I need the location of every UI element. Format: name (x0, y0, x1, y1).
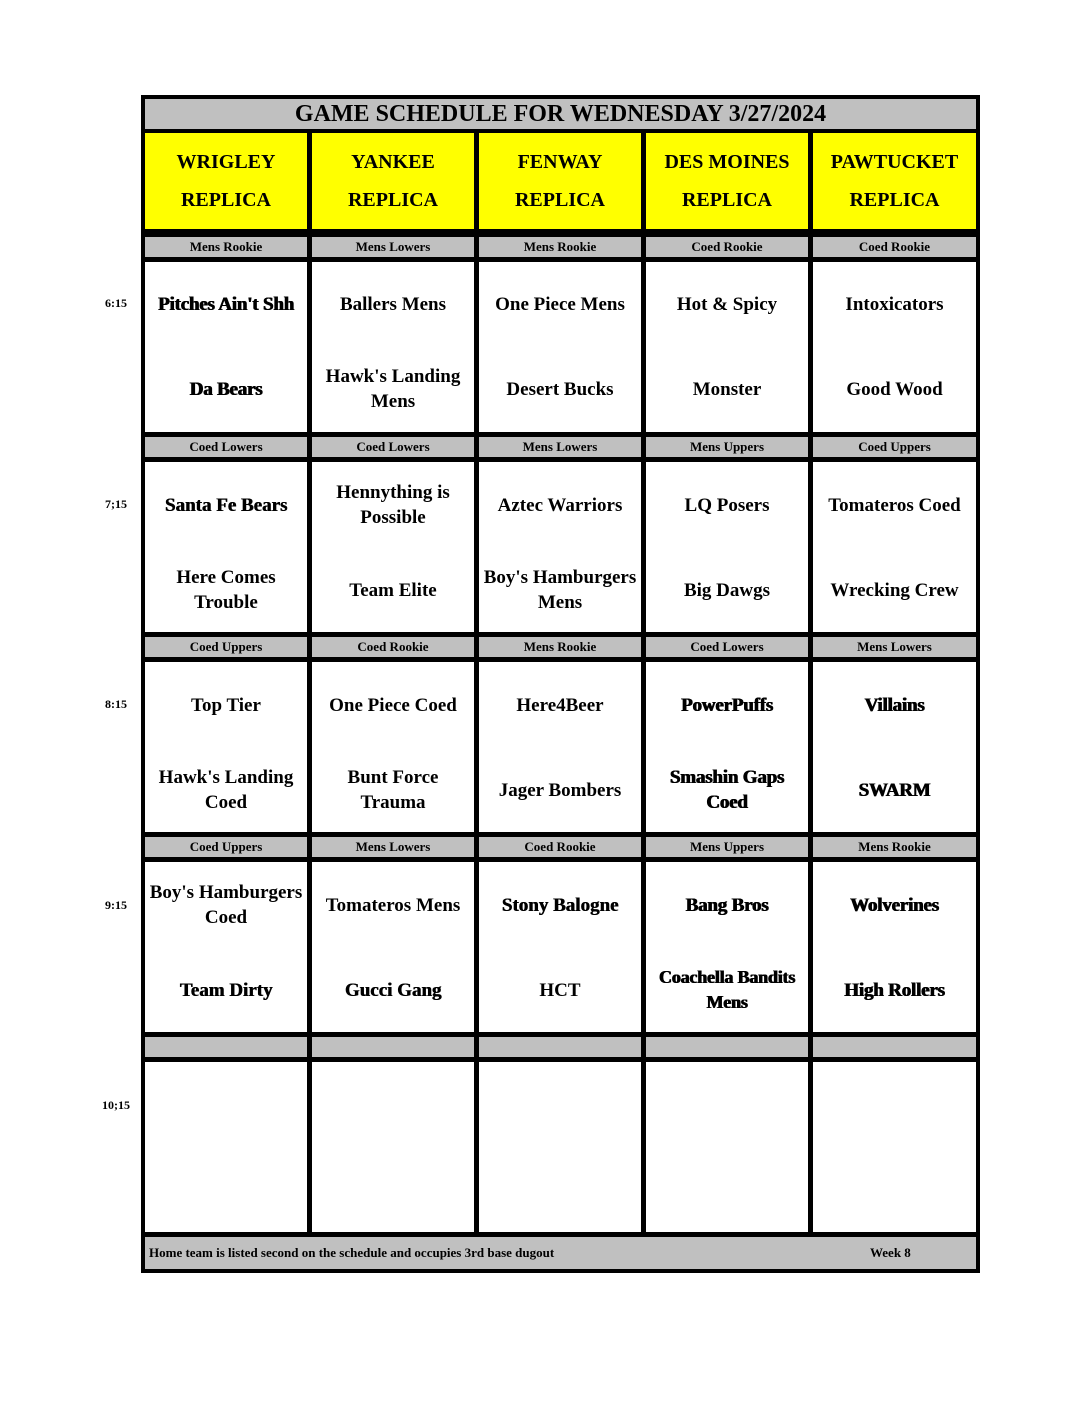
footer-note: Home team is listed second on the schedule and occupies 3rd base dugout (149, 1245, 555, 1261)
matchup-cell (312, 862, 474, 1032)
home-team: Da Bears (189, 378, 263, 400)
division-label: Coed Lowers (312, 437, 474, 457)
division-label: Coed Rookie (813, 237, 976, 257)
away-team: Tomateros Mens (325, 894, 461, 916)
home-team: Hawk's Landing Coed (158, 767, 294, 813)
footer-bar (145, 1237, 976, 1269)
away-team: LQ Posers (684, 494, 770, 516)
division-label: Mens Lowers (312, 837, 474, 857)
division-label (646, 1037, 808, 1057)
matchup-cell (312, 462, 474, 632)
venue-name: WRIGLEY (176, 151, 276, 173)
home-team: SWARM (858, 779, 931, 801)
away-team: One Piece Mens (495, 293, 625, 315)
venue-header-4 (646, 133, 808, 229)
matchup-cell (813, 1062, 976, 1232)
away-team: Aztec Warriors (497, 494, 623, 516)
matchup-cell (145, 1062, 307, 1232)
venue-name: YANKEE (351, 151, 435, 173)
away-team: Boy's Hamburgers Coed (149, 882, 303, 928)
division-label (479, 1037, 641, 1057)
away-team: Ballers Mens (339, 293, 447, 315)
home-team: Here Comes Trouble (176, 567, 276, 613)
venue-name: FENWAY (517, 151, 603, 173)
division-label: Coed Lowers (646, 637, 808, 657)
division-label: Mens Lowers (813, 637, 976, 657)
venue-type: REPLICA (681, 189, 772, 211)
matchup-cell (312, 1062, 474, 1232)
away-team: PowerPuffs (681, 694, 773, 716)
matchup-cell (813, 262, 976, 432)
time-label-1: 6:15 (105, 296, 127, 310)
matchup-cell (479, 662, 641, 832)
division-label: Mens Uppers (646, 437, 808, 457)
venue-name: PAWTUCKET (830, 151, 959, 173)
matchup-cell (479, 262, 641, 432)
venue-header-1 (145, 133, 307, 229)
matchup-cell (813, 462, 976, 632)
home-team: Monster (692, 378, 762, 400)
time-label-2: 7;15 (105, 497, 127, 511)
away-team: Bang Bros (685, 894, 769, 916)
away-team: Stony Balogne (501, 894, 619, 916)
home-team: Gucci Gang (344, 979, 442, 1001)
matchup-cell (646, 862, 808, 1032)
division-label (145, 1037, 307, 1057)
venue-type: REPLICA (180, 189, 271, 211)
division-label: Coed Uppers (145, 637, 307, 657)
matchup-cell (479, 462, 641, 632)
venue-type: REPLICA (514, 189, 605, 211)
home-team: Hawk's Landing Mens (325, 366, 461, 412)
matchup-cell (646, 662, 808, 832)
venue-header-3 (479, 133, 641, 229)
matchup-cell (145, 862, 307, 1032)
matchup-cell (646, 462, 808, 632)
venue-header-5 (813, 133, 976, 229)
home-team: Good Wood (846, 378, 943, 400)
time-label-5: 10;15 (102, 1098, 130, 1112)
away-team: Villains (864, 694, 925, 716)
venue-name: DES MOINES (664, 151, 790, 173)
division-label: Mens Uppers (646, 837, 808, 857)
away-team: Santa Fe Bears (164, 494, 288, 516)
home-team: High Rollers (844, 979, 945, 1001)
home-team: Team Elite (349, 579, 437, 601)
matchup-cell (145, 662, 307, 832)
schedule-title: GAME SCHEDULE FOR WEDNESDAY 3/27/2024 (145, 99, 976, 129)
away-team: Wolverines (850, 894, 939, 916)
division-label (312, 1037, 474, 1057)
away-team: Tomateros Coed (828, 494, 961, 516)
week-label: Week 8 (870, 1245, 911, 1261)
matchup-cell (312, 662, 474, 832)
division-label: Coed Uppers (813, 437, 976, 457)
division-label: Mens Rookie (145, 237, 307, 257)
away-team: Intoxicators (845, 293, 944, 315)
division-label: Mens Lowers (479, 437, 641, 457)
matchup-cell (646, 262, 808, 432)
matchup-cell (813, 862, 976, 1032)
home-team: Team Dirty (179, 979, 273, 1001)
division-label: Mens Rookie (479, 237, 641, 257)
matchup-cell (145, 262, 307, 432)
home-team: Boy's Hamburgers Mens (483, 567, 637, 613)
matchup-cell (479, 1062, 641, 1232)
away-team: Top Tier (191, 694, 261, 716)
away-team: Here4Beer (516, 694, 604, 716)
division-label: Coed Lowers (145, 437, 307, 457)
division-label: Coed Rookie (646, 237, 808, 257)
division-label: Coed Uppers (145, 837, 307, 857)
venue-header-2 (312, 133, 474, 229)
matchup-cell (479, 862, 641, 1032)
division-label: Mens Lowers (312, 237, 474, 257)
matchup-cell (646, 1062, 808, 1232)
home-team: Bunt Force Trauma (347, 767, 439, 813)
venue-type: REPLICA (849, 189, 940, 211)
away-team: Hennything is Possible (336, 482, 450, 528)
venue-type: REPLICA (347, 189, 438, 211)
division-label: Mens Rookie (813, 837, 976, 857)
away-team: One Piece Coed (329, 694, 457, 716)
home-team: HCT (539, 979, 581, 1001)
matchup-cell (813, 662, 976, 832)
home-team: Jager Bombers (498, 779, 622, 801)
away-team: Pitches Ain't Shh (158, 293, 294, 315)
matchup-cell (312, 262, 474, 432)
home-team: Big Dawgs (683, 579, 771, 601)
home-team: Wrecking Crew (830, 579, 959, 601)
home-team: Smashin Gaps Coed (669, 767, 785, 813)
division-label: Coed Rookie (479, 837, 641, 857)
time-label-4: 9:15 (105, 898, 127, 912)
home-team: Desert Bucks (506, 378, 614, 400)
matchup-cell (145, 462, 307, 632)
time-label-3: 8:15 (105, 697, 127, 711)
division-label (813, 1037, 976, 1057)
division-label: Mens Rookie (479, 637, 641, 657)
division-label: Coed Rookie (312, 637, 474, 657)
schedule-table (141, 95, 980, 1273)
away-team: Hot & Spicy (676, 293, 778, 315)
home-team: Coachella Bandits Mens (658, 967, 796, 1012)
